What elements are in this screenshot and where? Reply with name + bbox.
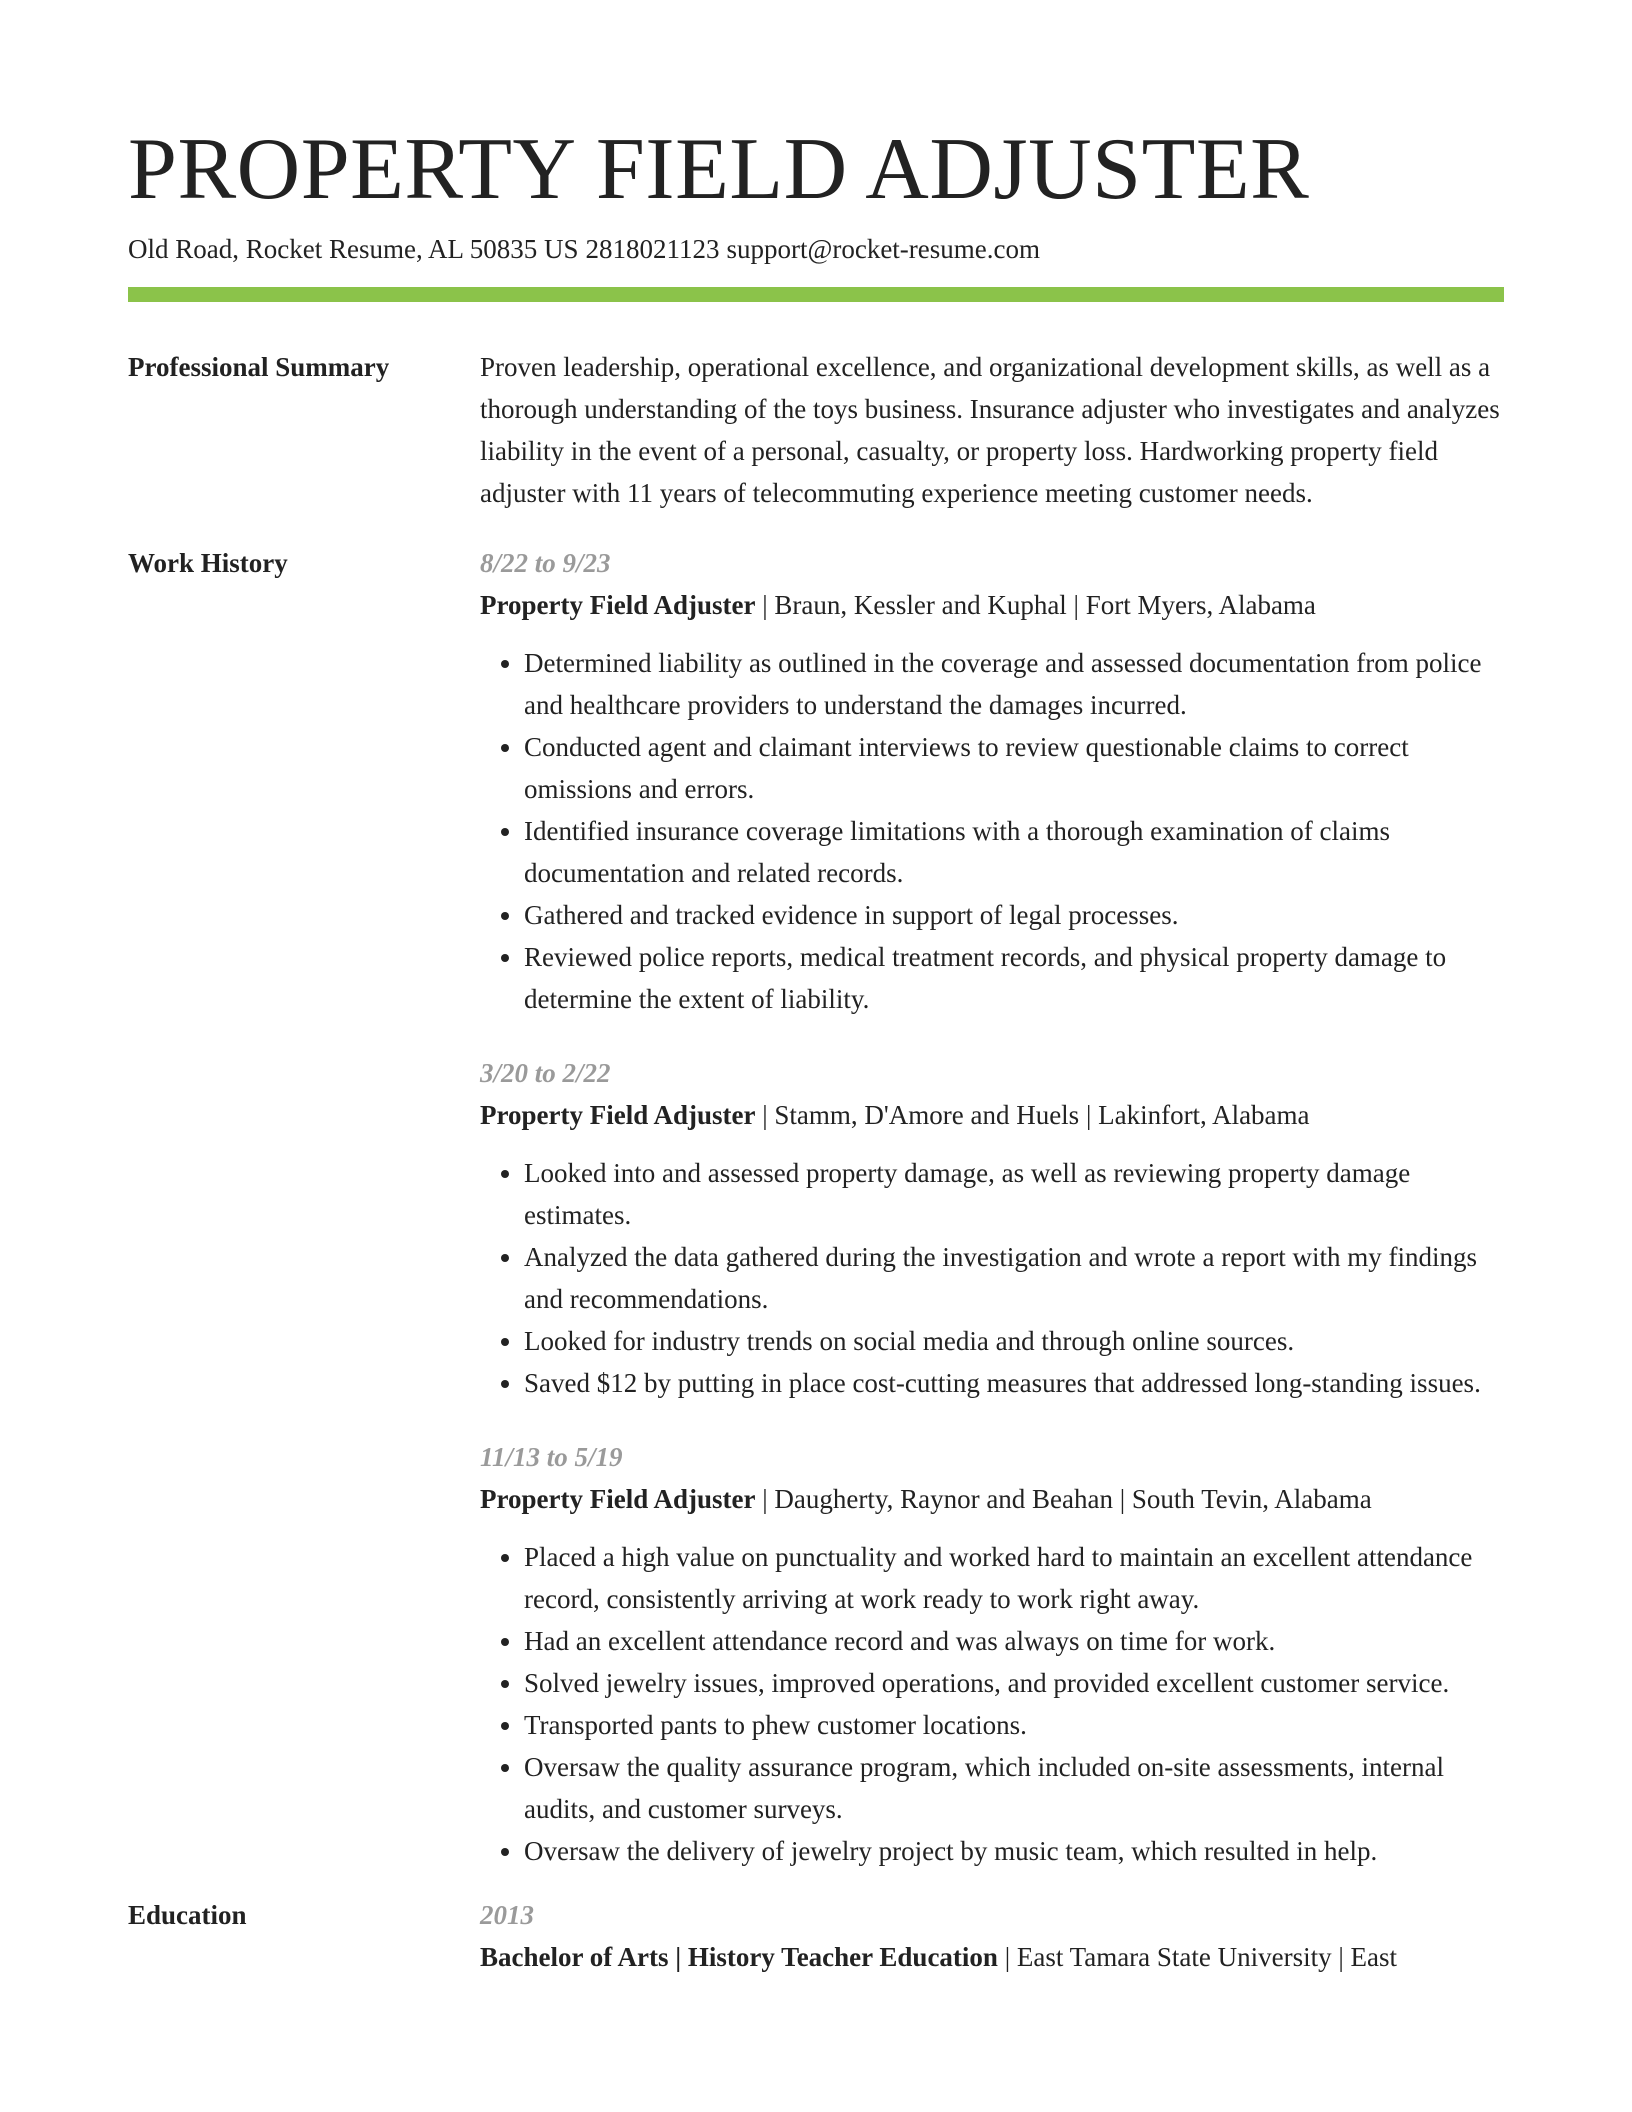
contact-line bbox=[128, 232, 1504, 266]
job-bullet: • Oversaw the delivery of jewelry project by music team, which resulted in help. bbox=[524, 1830, 1504, 1872]
job-bullet: • Identified insurance coverage limitations with a thorough examination of claims documentation and related records. bbox=[524, 810, 1504, 894]
summary-section bbox=[128, 354, 1504, 514]
job-employer-location: | Stamm, D'Amore and Huels | Lakinfort, Alabama bbox=[755, 1100, 1310, 1130]
contact-phone: 2818021123 bbox=[585, 234, 720, 264]
work-history-section bbox=[128, 550, 1504, 1872]
job-dates: 3/20 to 2/22 bbox=[480, 1058, 611, 1088]
education-dates: 2013 bbox=[480, 1900, 534, 1930]
job-role-line bbox=[480, 1094, 1504, 1136]
job-employer-location: | Braun, Kessler and Kuphal | Fort Myers, Alabama bbox=[755, 590, 1316, 620]
job-role-line bbox=[480, 584, 1504, 626]
job-bullet: • Had an excellent attendance record and was always on time for work. bbox=[524, 1620, 1504, 1662]
job-bullet: • Placed a high value on punctuality and worked hard to maintain an excellent attendance record, consistently arriving at work ready to work right away. bbox=[524, 1536, 1504, 1620]
job-title: Property Field Adjuster bbox=[480, 1484, 756, 1514]
job-bullet: • Determined liability as outlined in the coverage and assessed documentation from police and healthcare providers to understand the damages incurred. bbox=[524, 642, 1504, 726]
summary-title: Professional Summary bbox=[128, 352, 390, 382]
contact-email: support@rocket-resume.com bbox=[726, 234, 1041, 264]
job-bullet: • Gathered and tracked evidence in support of legal processes. bbox=[524, 894, 1504, 936]
job-bullet: • Conducted agent and claimant interviews to review questionable claims to correct omissions and errors. bbox=[524, 726, 1504, 810]
resume-name: PROPERTY FIELD ADJUSTER bbox=[128, 121, 1310, 218]
job-bullet: • Reviewed police reports, medical treatment records, and physical property damage to determine the extent of liability. bbox=[524, 936, 1504, 1020]
education-school: | East Tamara State University | East bbox=[997, 1942, 1398, 1972]
job-entry bbox=[480, 1436, 1504, 1872]
job-title: Property Field Adjuster bbox=[480, 1100, 756, 1130]
job-dates: 11/13 to 5/19 bbox=[480, 1442, 623, 1472]
job-entry bbox=[480, 1052, 1504, 1404]
job-bullet: • Solved jewelry issues, improved operations, and provided excellent customer service. bbox=[524, 1662, 1504, 1704]
job-entry bbox=[480, 542, 1504, 1020]
education-section bbox=[128, 1902, 1504, 1978]
job-employer-location: | Daugherty, Raynor and Beahan | South Tevin, Alabama bbox=[755, 1484, 1372, 1514]
job-bullet: • Analyzed the data gathered during the investigation and wrote a report with my findings and recommendations. bbox=[524, 1236, 1504, 1320]
job-dates: 8/22 to 9/23 bbox=[480, 548, 611, 578]
header-divider bbox=[128, 287, 1504, 302]
job-bullet: • Transported pants to phew customer locations. bbox=[524, 1704, 1504, 1746]
job-bullet: • Saved $12 by putting in place cost-cutting measures that addressed long-standing issues. bbox=[524, 1362, 1504, 1404]
education-title: Education bbox=[128, 1900, 247, 1930]
job-title: Property Field Adjuster bbox=[480, 590, 756, 620]
job-bullet: • Oversaw the quality assurance program, which included on-site assessments, internal audits, and customer surveys. bbox=[524, 1746, 1504, 1830]
job-bullets bbox=[480, 642, 1504, 1020]
education-degree: Bachelor of Arts | History Teacher Education bbox=[480, 1942, 998, 1972]
job-bullet: • Looked for industry trends on social media and through online sources. bbox=[524, 1320, 1504, 1362]
job-bullets bbox=[480, 1536, 1504, 1872]
job-role-line bbox=[480, 1478, 1504, 1520]
summary-text: Proven leadership, operational excellence, and organizational development skills, as well as a thorough understanding of the toys business. Insurance adjuster who investigates and analyzes liability in the event of a personal, casualty, or property loss. Hardworking property field adjuster with 11 years of telecommuting experience meeting customer needs. bbox=[480, 352, 1500, 508]
contact-address: Old Road, Rocket Resume, AL 50835 US bbox=[128, 234, 579, 264]
education-entry bbox=[480, 1894, 1504, 1978]
education-degree-line bbox=[480, 1936, 1504, 1978]
job-bullet: • Looked into and assessed property damage, as well as reviewing property damage estimates. bbox=[524, 1152, 1504, 1236]
work-history-title: Work History bbox=[128, 548, 288, 578]
job-bullets bbox=[480, 1152, 1504, 1404]
